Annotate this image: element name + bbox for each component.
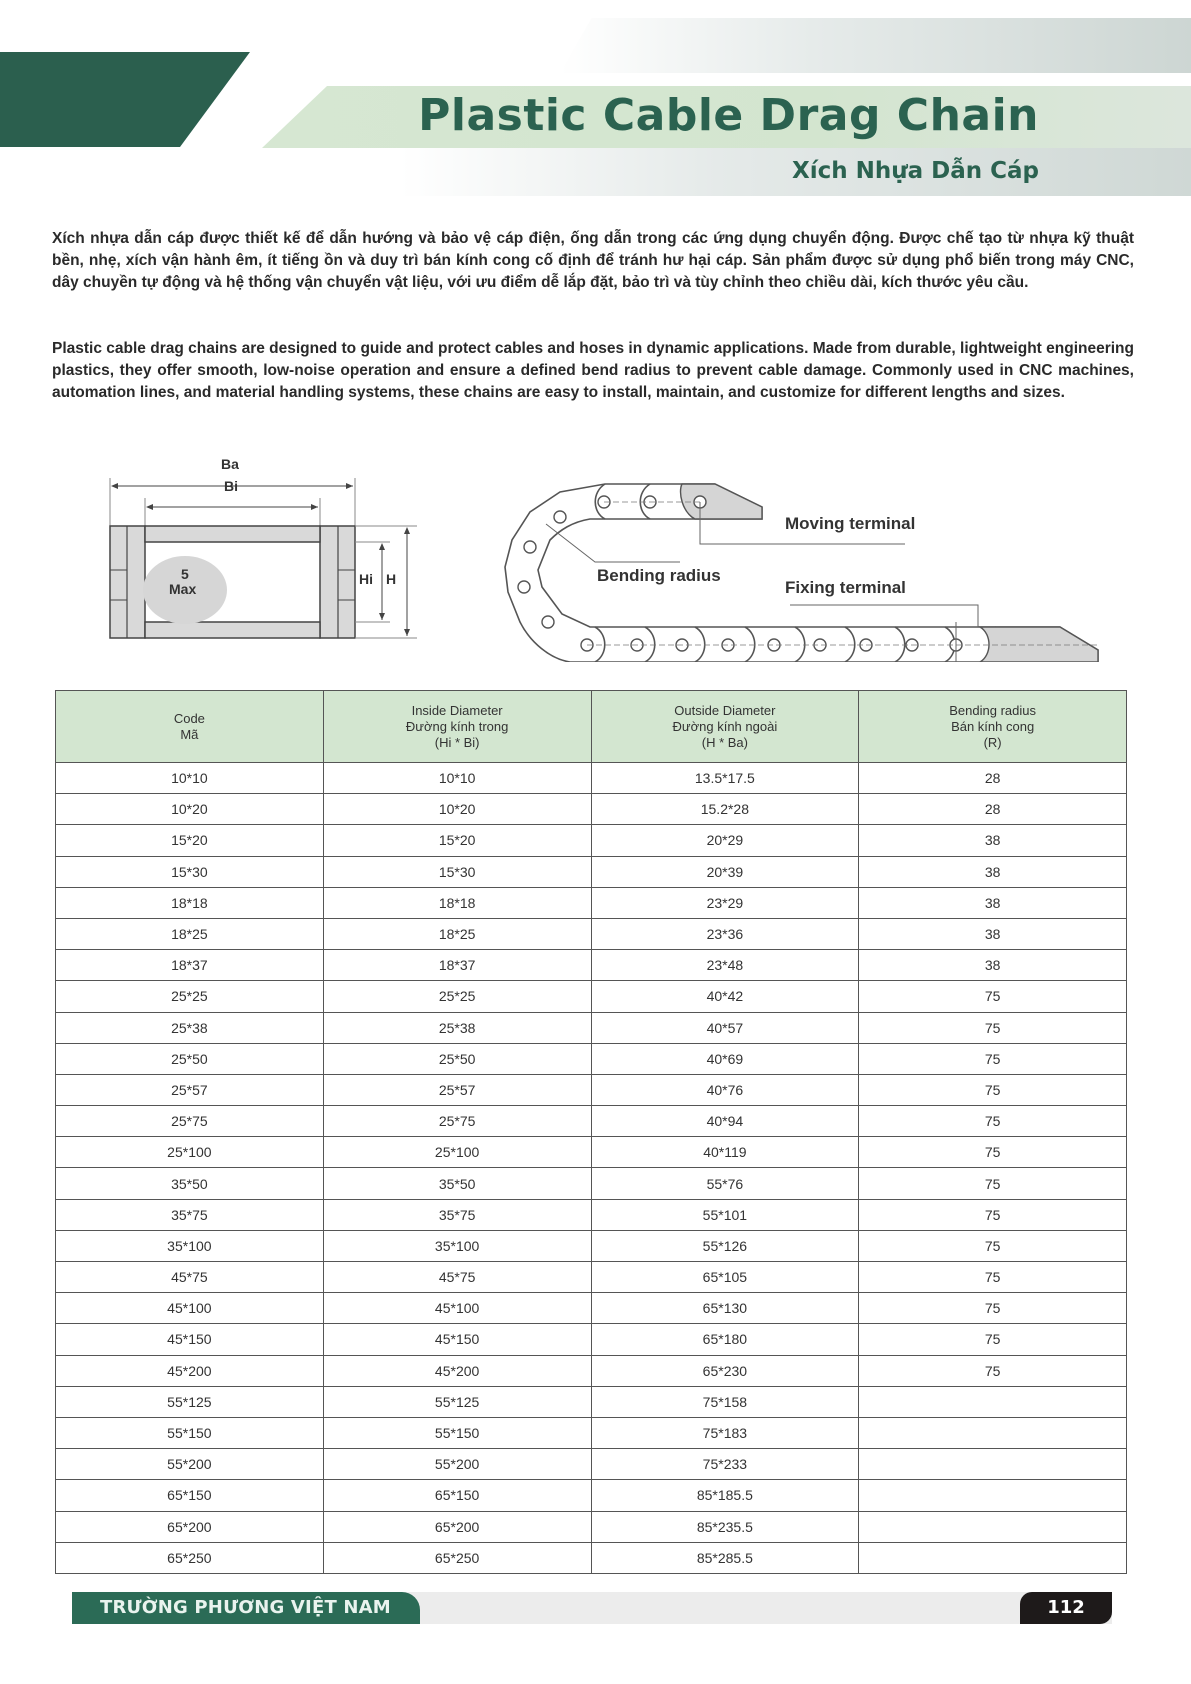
table-row bbox=[56, 1168, 1127, 1199]
table-row bbox=[56, 1480, 1127, 1511]
cell-outside-diameter: 40*57 bbox=[591, 1012, 859, 1043]
dimension-h-label: H bbox=[386, 571, 397, 587]
table-row bbox=[56, 1230, 1127, 1261]
header-unit: (R) bbox=[983, 734, 1002, 750]
cell-inside-diameter: 65*200 bbox=[323, 1511, 591, 1542]
cross-section-drawing-icon bbox=[105, 458, 435, 648]
header-vi: Đường kính ngoài bbox=[672, 718, 778, 734]
cell-bending-radius: 38 bbox=[859, 918, 1127, 949]
table-row bbox=[56, 918, 1127, 949]
table-row bbox=[56, 825, 1127, 856]
cell-inside-diameter: 25*75 bbox=[323, 1106, 591, 1137]
cell-bending-radius: 75 bbox=[859, 1074, 1127, 1105]
cell-code: 55*200 bbox=[56, 1449, 324, 1480]
column-header-code bbox=[56, 691, 324, 763]
cell-bending-radius bbox=[859, 1480, 1127, 1511]
cell-outside-diameter: 40*69 bbox=[591, 1043, 859, 1074]
table-row bbox=[56, 1417, 1127, 1448]
cell-outside-diameter: 20*39 bbox=[591, 856, 859, 887]
cell-bending-radius bbox=[859, 1417, 1127, 1448]
cell-bending-radius: 75 bbox=[859, 1230, 1127, 1261]
cell-outside-diameter: 40*94 bbox=[591, 1106, 859, 1137]
table-row bbox=[56, 1542, 1127, 1573]
header-en: Outside Diameter bbox=[674, 702, 776, 718]
table-row bbox=[56, 950, 1127, 981]
cell-outside-diameter: 40*42 bbox=[591, 981, 859, 1012]
cell-inside-diameter: 25*38 bbox=[323, 1012, 591, 1043]
cell-outside-diameter: 65*105 bbox=[591, 1262, 859, 1293]
cell-inside-diameter: 10*20 bbox=[323, 794, 591, 825]
cell-inside-diameter: 65*250 bbox=[323, 1542, 591, 1573]
cell-outside-diameter: 20*29 bbox=[591, 825, 859, 856]
cell-bending-radius: 75 bbox=[859, 1106, 1127, 1137]
dimension-hi-label: Hi bbox=[359, 571, 373, 587]
moving-terminal-label: Moving terminal bbox=[785, 514, 916, 533]
cell-bending-radius: 75 bbox=[859, 981, 1127, 1012]
cell-inside-diameter: 55*150 bbox=[323, 1417, 591, 1448]
cell-outside-diameter: 75*183 bbox=[591, 1417, 859, 1448]
cell-bending-radius: 75 bbox=[859, 1355, 1127, 1386]
table-row bbox=[56, 1293, 1127, 1324]
cell-code: 55*150 bbox=[56, 1417, 324, 1448]
cell-inside-diameter: 65*150 bbox=[323, 1480, 591, 1511]
header-vi: Bán kính cong bbox=[951, 718, 1035, 734]
cell-bending-radius: 75 bbox=[859, 1262, 1127, 1293]
cell-code: 55*125 bbox=[56, 1386, 324, 1417]
table-row bbox=[56, 887, 1127, 918]
cell-bending-radius bbox=[859, 1542, 1127, 1573]
header-vi: Đường kính trong bbox=[405, 718, 509, 734]
page-number: 112 bbox=[1020, 1592, 1112, 1624]
table-row bbox=[56, 981, 1127, 1012]
cell-code: 45*150 bbox=[56, 1324, 324, 1355]
table-row bbox=[56, 794, 1127, 825]
cell-code: 10*20 bbox=[56, 794, 324, 825]
cell-bending-radius bbox=[859, 1449, 1127, 1480]
intro-paragraph-vietnamese: Xích nhựa dẫn cáp được thiết kế để dẫn hướng và bảo vệ cáp điện, ống dẫn trong các ứng dụng chuyển động. Được chế tạo từ nhựa kỹ thuật bền, nhẹ, xích vận hành êm, ít tiếng ồn và duy trì bán kính cong cố định để tránh hư hại cáp. Sản phẩm được sử dụng phổ biến trong máy CNC, dây chuyền tự động và hệ thống vận chuyển vật liệu, với ưu điểm dễ lắp đặt, bảo trì và tùy chỉnh theo chiều dài, kích thước yêu cầu. bbox=[52, 230, 1134, 291]
header-vi: Mã bbox=[180, 726, 199, 742]
cell-bending-radius bbox=[859, 1511, 1127, 1542]
cell-code: 65*250 bbox=[56, 1542, 324, 1573]
table-row bbox=[56, 856, 1127, 887]
cell-code: 65*150 bbox=[56, 1480, 324, 1511]
header-en: Bending radius bbox=[949, 702, 1036, 718]
table-row bbox=[56, 1043, 1127, 1074]
cell-inside-diameter: 45*150 bbox=[323, 1324, 591, 1355]
cell-code: 25*75 bbox=[56, 1106, 324, 1137]
cell-outside-diameter: 65*230 bbox=[591, 1355, 859, 1386]
drag-chain-drawing-icon bbox=[500, 462, 1130, 662]
cell-code: 45*75 bbox=[56, 1262, 324, 1293]
table-header-row bbox=[56, 691, 1127, 763]
cell-outside-diameter: 23*48 bbox=[591, 950, 859, 981]
column-header-bending-radius bbox=[859, 691, 1127, 763]
table-row bbox=[56, 1012, 1127, 1043]
table-row bbox=[56, 1324, 1127, 1355]
header-unit: (H * Ba) bbox=[701, 734, 748, 750]
table-row bbox=[56, 1449, 1127, 1480]
cell-outside-diameter: 40*76 bbox=[591, 1074, 859, 1105]
cell-outside-diameter: 85*235.5 bbox=[591, 1511, 859, 1542]
cell-outside-diameter: 85*185.5 bbox=[591, 1480, 859, 1511]
cell-outside-diameter: 40*119 bbox=[591, 1137, 859, 1168]
header-decor-green-block bbox=[0, 52, 250, 147]
cell-inside-diameter: 25*100 bbox=[323, 1137, 591, 1168]
cell-code: 35*50 bbox=[56, 1168, 324, 1199]
cell-inside-diameter: 25*25 bbox=[323, 981, 591, 1012]
cell-code: 10*10 bbox=[56, 763, 324, 794]
cell-inside-diameter: 55*125 bbox=[323, 1386, 591, 1417]
cell-bending-radius: 38 bbox=[859, 856, 1127, 887]
cell-bending-radius: 28 bbox=[859, 794, 1127, 825]
drag-chain-diagram bbox=[500, 462, 1130, 662]
cell-inside-diameter: 25*50 bbox=[323, 1043, 591, 1074]
cell-bending-radius: 28 bbox=[859, 763, 1127, 794]
cell-inside-diameter: 35*50 bbox=[323, 1168, 591, 1199]
cable-max-label: Max bbox=[169, 581, 197, 597]
cell-bending-radius: 38 bbox=[859, 825, 1127, 856]
cell-bending-radius: 75 bbox=[859, 1168, 1127, 1199]
cell-code: 35*75 bbox=[56, 1199, 324, 1230]
cable-count-label: 5 bbox=[181, 566, 189, 582]
cell-code: 25*38 bbox=[56, 1012, 324, 1043]
table-row bbox=[56, 1106, 1127, 1137]
cell-bending-radius bbox=[859, 1386, 1127, 1417]
cell-outside-diameter: 55*126 bbox=[591, 1230, 859, 1261]
cell-code: 25*50 bbox=[56, 1043, 324, 1074]
cell-inside-diameter: 35*75 bbox=[323, 1199, 591, 1230]
cell-inside-diameter: 10*10 bbox=[323, 763, 591, 794]
cell-inside-diameter: 15*20 bbox=[323, 825, 591, 856]
cell-inside-diameter: 55*200 bbox=[323, 1449, 591, 1480]
cell-outside-diameter: 65*130 bbox=[591, 1293, 859, 1324]
column-header-outside-diameter bbox=[591, 691, 859, 763]
cell-code: 15*20 bbox=[56, 825, 324, 856]
header-decor-grey-top bbox=[560, 18, 1191, 73]
cell-code: 25*100 bbox=[56, 1137, 324, 1168]
cell-bending-radius: 38 bbox=[859, 887, 1127, 918]
footer-brand: TRƯỜNG PHƯƠNG VIỆT NAM bbox=[72, 1592, 420, 1624]
dimension-ba-label: Ba bbox=[221, 456, 239, 472]
cell-inside-diameter: 35*100 bbox=[323, 1230, 591, 1261]
cell-inside-diameter: 18*18 bbox=[323, 887, 591, 918]
table-body bbox=[56, 763, 1127, 1574]
intro-paragraph-english: Plastic cable drag chains are designed to guide and protect cables and hoses in dynamic applications. Made from durable, lightweight engineering plastics, they offer smooth, low-noise operation and ensure a defined bend radius to prevent cable damage. Commonly used in CNC machines, automation lines, and material handling systems, these chains are easy to install, maintain, and customize for different lengths and sizes. bbox=[52, 340, 1134, 401]
cell-code: 15*30 bbox=[56, 856, 324, 887]
cell-outside-diameter: 15.2*28 bbox=[591, 794, 859, 825]
table-row bbox=[56, 1262, 1127, 1293]
cell-inside-diameter: 45*100 bbox=[323, 1293, 591, 1324]
cell-outside-diameter: 23*36 bbox=[591, 918, 859, 949]
cell-outside-diameter: 75*158 bbox=[591, 1386, 859, 1417]
cell-bending-radius: 75 bbox=[859, 1012, 1127, 1043]
specification-table bbox=[55, 690, 1127, 1574]
header-en: Inside Diameter bbox=[411, 702, 503, 718]
cell-inside-diameter: 45*200 bbox=[323, 1355, 591, 1386]
cell-outside-diameter: 23*29 bbox=[591, 887, 859, 918]
cell-inside-diameter: 18*37 bbox=[323, 950, 591, 981]
cell-code: 18*18 bbox=[56, 887, 324, 918]
cell-outside-diameter: 13.5*17.5 bbox=[591, 763, 859, 794]
cell-outside-diameter: 85*285.5 bbox=[591, 1542, 859, 1573]
cell-inside-diameter: 15*30 bbox=[323, 856, 591, 887]
cell-code: 45*100 bbox=[56, 1293, 324, 1324]
cell-code: 65*200 bbox=[56, 1511, 324, 1542]
cell-bending-radius: 75 bbox=[859, 1137, 1127, 1168]
header-unit: (Hi * Bi) bbox=[434, 734, 480, 750]
cell-outside-diameter: 75*233 bbox=[591, 1449, 859, 1480]
cell-inside-diameter: 45*75 bbox=[323, 1262, 591, 1293]
cell-bending-radius: 75 bbox=[859, 1324, 1127, 1355]
header-en: Code bbox=[173, 710, 205, 726]
cell-inside-diameter: 18*25 bbox=[323, 918, 591, 949]
page-subtitle: Xích Nhựa Dẫn Cáp bbox=[791, 158, 1039, 184]
page-title: Plastic Cable Drag Chain bbox=[418, 90, 1039, 141]
cell-outside-diameter: 55*101 bbox=[591, 1199, 859, 1230]
cross-section-diagram bbox=[105, 458, 435, 648]
cell-bending-radius: 75 bbox=[859, 1293, 1127, 1324]
cell-code: 25*57 bbox=[56, 1074, 324, 1105]
table-row bbox=[56, 1137, 1127, 1168]
table-row bbox=[56, 1386, 1127, 1417]
cell-bending-radius: 38 bbox=[859, 950, 1127, 981]
cell-code: 18*25 bbox=[56, 918, 324, 949]
cell-outside-diameter: 55*76 bbox=[591, 1168, 859, 1199]
cell-code: 25*25 bbox=[56, 981, 324, 1012]
cell-bending-radius: 75 bbox=[859, 1199, 1127, 1230]
table-row bbox=[56, 1511, 1127, 1542]
table-row bbox=[56, 763, 1127, 794]
cell-inside-diameter: 25*57 bbox=[323, 1074, 591, 1105]
fixing-terminal-label: Fixing terminal bbox=[785, 578, 906, 597]
cell-code: 45*200 bbox=[56, 1355, 324, 1386]
cell-code: 18*37 bbox=[56, 950, 324, 981]
bending-radius-label: Bending radius bbox=[597, 566, 721, 585]
cell-code: 35*100 bbox=[56, 1230, 324, 1261]
table-row bbox=[56, 1074, 1127, 1105]
cell-bending-radius: 75 bbox=[859, 1043, 1127, 1074]
cell-outside-diameter: 65*180 bbox=[591, 1324, 859, 1355]
table-row bbox=[56, 1355, 1127, 1386]
dimension-bi-label: Bi bbox=[224, 478, 238, 494]
table-row bbox=[56, 1199, 1127, 1230]
column-header-inside-diameter bbox=[323, 691, 591, 763]
